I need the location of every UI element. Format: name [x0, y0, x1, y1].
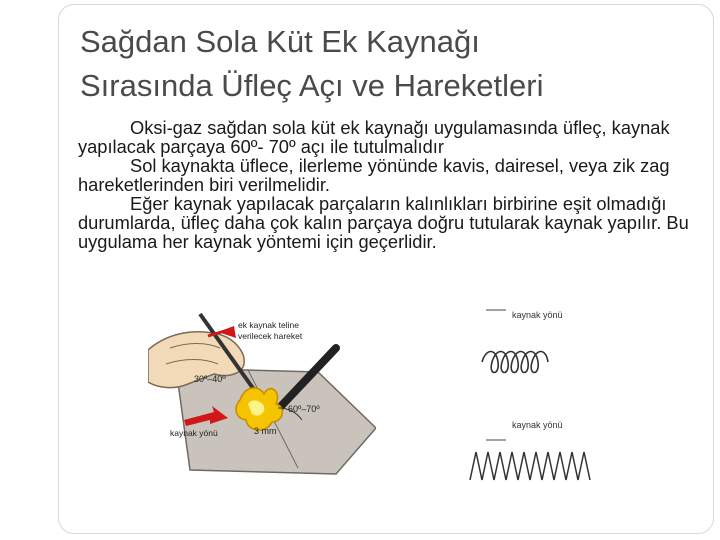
motion-patterns-illustration	[462, 300, 612, 500]
label-torch-angle: 60º–70º	[288, 404, 320, 414]
title-line-1: Sağdan Sola Küt Ek Kaynağı	[80, 24, 480, 59]
label-rod-motion-1: ek kaynak teline	[238, 320, 299, 330]
zigzag-motion-pattern	[470, 452, 590, 480]
label-rod-angle: 30º–40º	[194, 374, 226, 384]
label-direction-bottom: kaynak yönü	[512, 420, 563, 430]
paragraph-torch-angle: Oksi-gaz sağdan sola küt ek kaynağı uygulamasında üfleç, kaynak yapılacak parçaya 60º- 70º açı ile tutulmalıdır	[78, 118, 670, 157]
label-weld-direction: kaynak yönü	[170, 428, 218, 438]
label-rod-motion-2: verilecek hareket	[238, 331, 303, 341]
welding-illustration	[148, 308, 376, 480]
label-gap: 3 mm	[254, 426, 277, 436]
body-text	[78, 118, 708, 290]
paragraph-unequal-thickness: Eğer kaynak yapılacak parçaların kalınlıkları birbirine eşit olmadığı durumlarda, üfleç daha çok kalın parçaya doğru tutularak kaynak yapılır. Bu uygulama her kaynak yöntemi için geçerlidir.	[78, 193, 689, 252]
paragraph-torch-motion: Sol kaynakta üflece, ilerleme yönünde kavis, dairesel, veya zik zag hareketlerinden biri verilmelidir.	[78, 155, 670, 195]
slide-title	[80, 20, 680, 108]
title-line-2: Sırasında Üfleç Açı ve Hareketleri	[80, 68, 544, 103]
circular-motion-pattern	[482, 352, 548, 373]
label-direction-top: kaynak yönü	[512, 310, 563, 320]
